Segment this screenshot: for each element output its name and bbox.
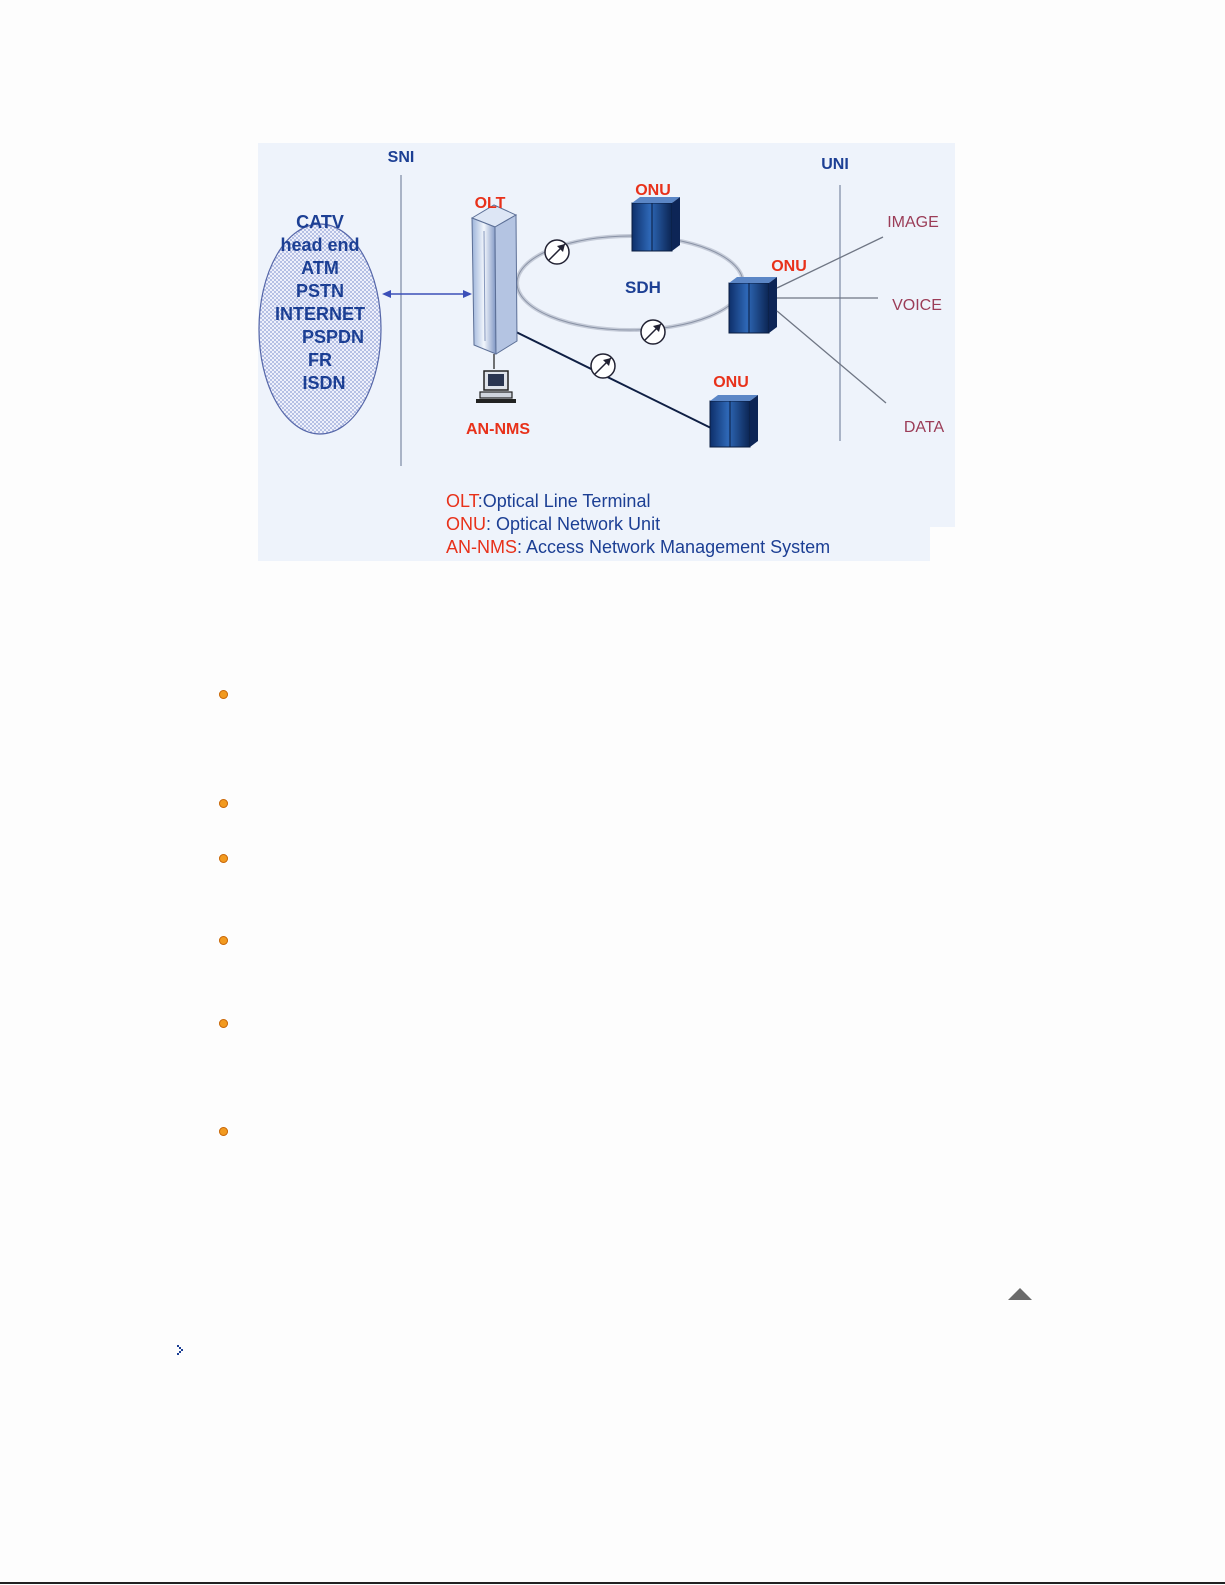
- network-item: CATV: [296, 212, 344, 232]
- legend-item: [446, 514, 660, 534]
- legend-term: AN-NMS: [446, 537, 517, 557]
- legend-term: OLT: [446, 491, 478, 511]
- onu-bottom-label: ONU: [713, 374, 749, 391]
- uni-label: UNI: [821, 156, 849, 173]
- olt-label: OLT: [474, 195, 506, 212]
- network-item: ISDN: [302, 373, 346, 393]
- network-item: INTERNET: [275, 304, 365, 324]
- onu-cabinet-top: [632, 197, 680, 251]
- data-label: DATA: [903, 419, 945, 436]
- voice-label: VOICE: [892, 297, 942, 314]
- orange-dot-icon: [219, 799, 228, 808]
- splitter-icon: [641, 320, 665, 344]
- network-item: FR: [308, 350, 332, 370]
- olt-cabinet: [472, 205, 517, 354]
- onu-right-label: ONU: [771, 258, 807, 275]
- orange-dot-icon: [219, 936, 228, 945]
- orange-dot-icon: [219, 1127, 228, 1136]
- network-item: ATM: [301, 258, 339, 278]
- network-item: PSPDN: [301, 327, 365, 347]
- legend-sep: :: [517, 537, 527, 557]
- legend-sep: :: [477, 491, 483, 511]
- up-triangle-icon[interactable]: [1008, 1288, 1032, 1300]
- legend-desc: Optical Line Terminal: [482, 491, 651, 511]
- network-item: head end: [280, 235, 360, 255]
- sdh-label: SDH: [625, 278, 661, 297]
- orange-dot-icon: [219, 854, 228, 863]
- legend-item: [446, 537, 830, 557]
- onu-cabinet-bottom: [710, 395, 758, 447]
- image-label: IMAGE: [887, 214, 939, 231]
- orange-dot-icon: [219, 1019, 228, 1028]
- bottom-divider: [0, 1582, 1225, 1584]
- onu-top-label: ONU: [635, 182, 671, 199]
- legend-desc: Optical Network Unit: [496, 514, 661, 534]
- orange-dot-icon: [219, 690, 228, 699]
- legend-item: [446, 491, 650, 511]
- access-network-diagram: [258, 143, 955, 561]
- network-item: PSTN: [295, 281, 345, 301]
- legend-term: ONU: [446, 514, 486, 534]
- splitter-icon: [591, 354, 615, 378]
- splitter-icon: [545, 240, 569, 264]
- sni-label: SNI: [387, 149, 415, 166]
- diagram-svg: [258, 143, 955, 561]
- legend-desc: Access Network Management System: [526, 537, 831, 557]
- legend-sep: :: [486, 514, 497, 534]
- onu-cabinet-right: [729, 277, 777, 333]
- chevron-right-icon[interactable]: [176, 1344, 186, 1356]
- an-nms-label: AN-NMS: [466, 421, 530, 438]
